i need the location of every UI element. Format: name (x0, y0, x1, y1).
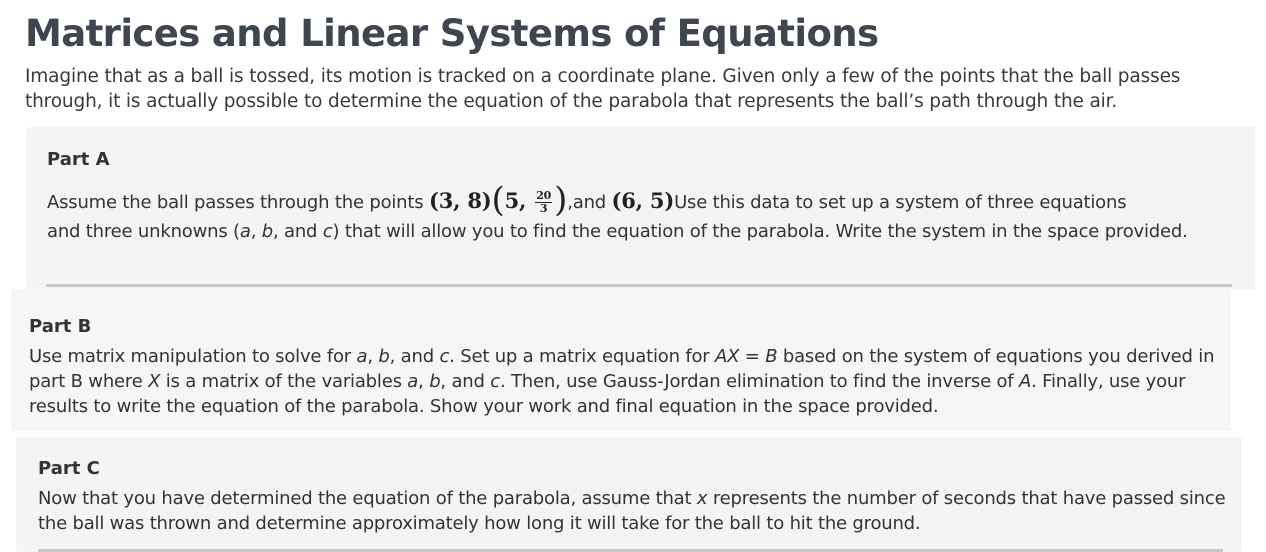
part-a-prompt (47, 180, 1232, 244)
part-a-panel (26, 127, 1255, 289)
part-c-heading: Part C (38, 458, 100, 479)
part-c-panel (16, 437, 1242, 552)
part-b-prompt: Use matrix manipulation to solve for a, b, and c. Set up a matrix equation for AX = B based on the system of equations you derived in part B where X is a matrix of the variables a, b, and c. Then, use Gauss-Jordan elimination to find the inverse of A. Finally, use your results to write the equation of the parabola. Show your work and final equation in the space provided. (29, 346, 1215, 417)
part-a-answer-field[interactable] (46, 284, 1232, 287)
fraction-20-3: $\frac{20}{3}$ (536, 189, 552, 215)
intro-paragraph: Imagine that as a ball is tossed, its motion is tracked on a coordinate plane. Given only a few of the points that the ball passes through, it is actually possible to determine the equation of the parabola that represents the ball’s path through the air. (25, 66, 1181, 112)
part-a-and: and (572, 192, 612, 213)
part-b-heading: Part B (29, 316, 92, 337)
part-a-text-after: Use this data to set up a system of three equations (674, 192, 1127, 213)
part-a-heading: Part A (47, 149, 110, 170)
point-3: (6, 5) (611, 188, 675, 213)
part-c-prompt: Now that you have determined the equation of the parabola, assume that x represents the number of seconds that have passed since the ball was thrown and determine approximately how long it will take for the ball to hit the ground. (38, 488, 1226, 534)
part-a-line2: and three unknowns (a, b, and c) that will allow you to find the equation of the parabola. Write the system in the space provided. (47, 221, 1188, 242)
page-title: Matrices and Linear Systems of Equations (25, 12, 879, 55)
point-1: (3, 8) (428, 188, 492, 213)
point-2: (5, $\frac{20}{3}$ ) (491, 180, 568, 220)
part-a-line1: Assume the ball passes through the points (3, 8)(5, $\frac{20}{3}$ ),and (6, 5)Use this data to set up a system of three equations (47, 180, 1127, 220)
part-b-panel (11, 289, 1231, 431)
part-a-text-before: Assume the ball passes through the points (47, 192, 429, 213)
